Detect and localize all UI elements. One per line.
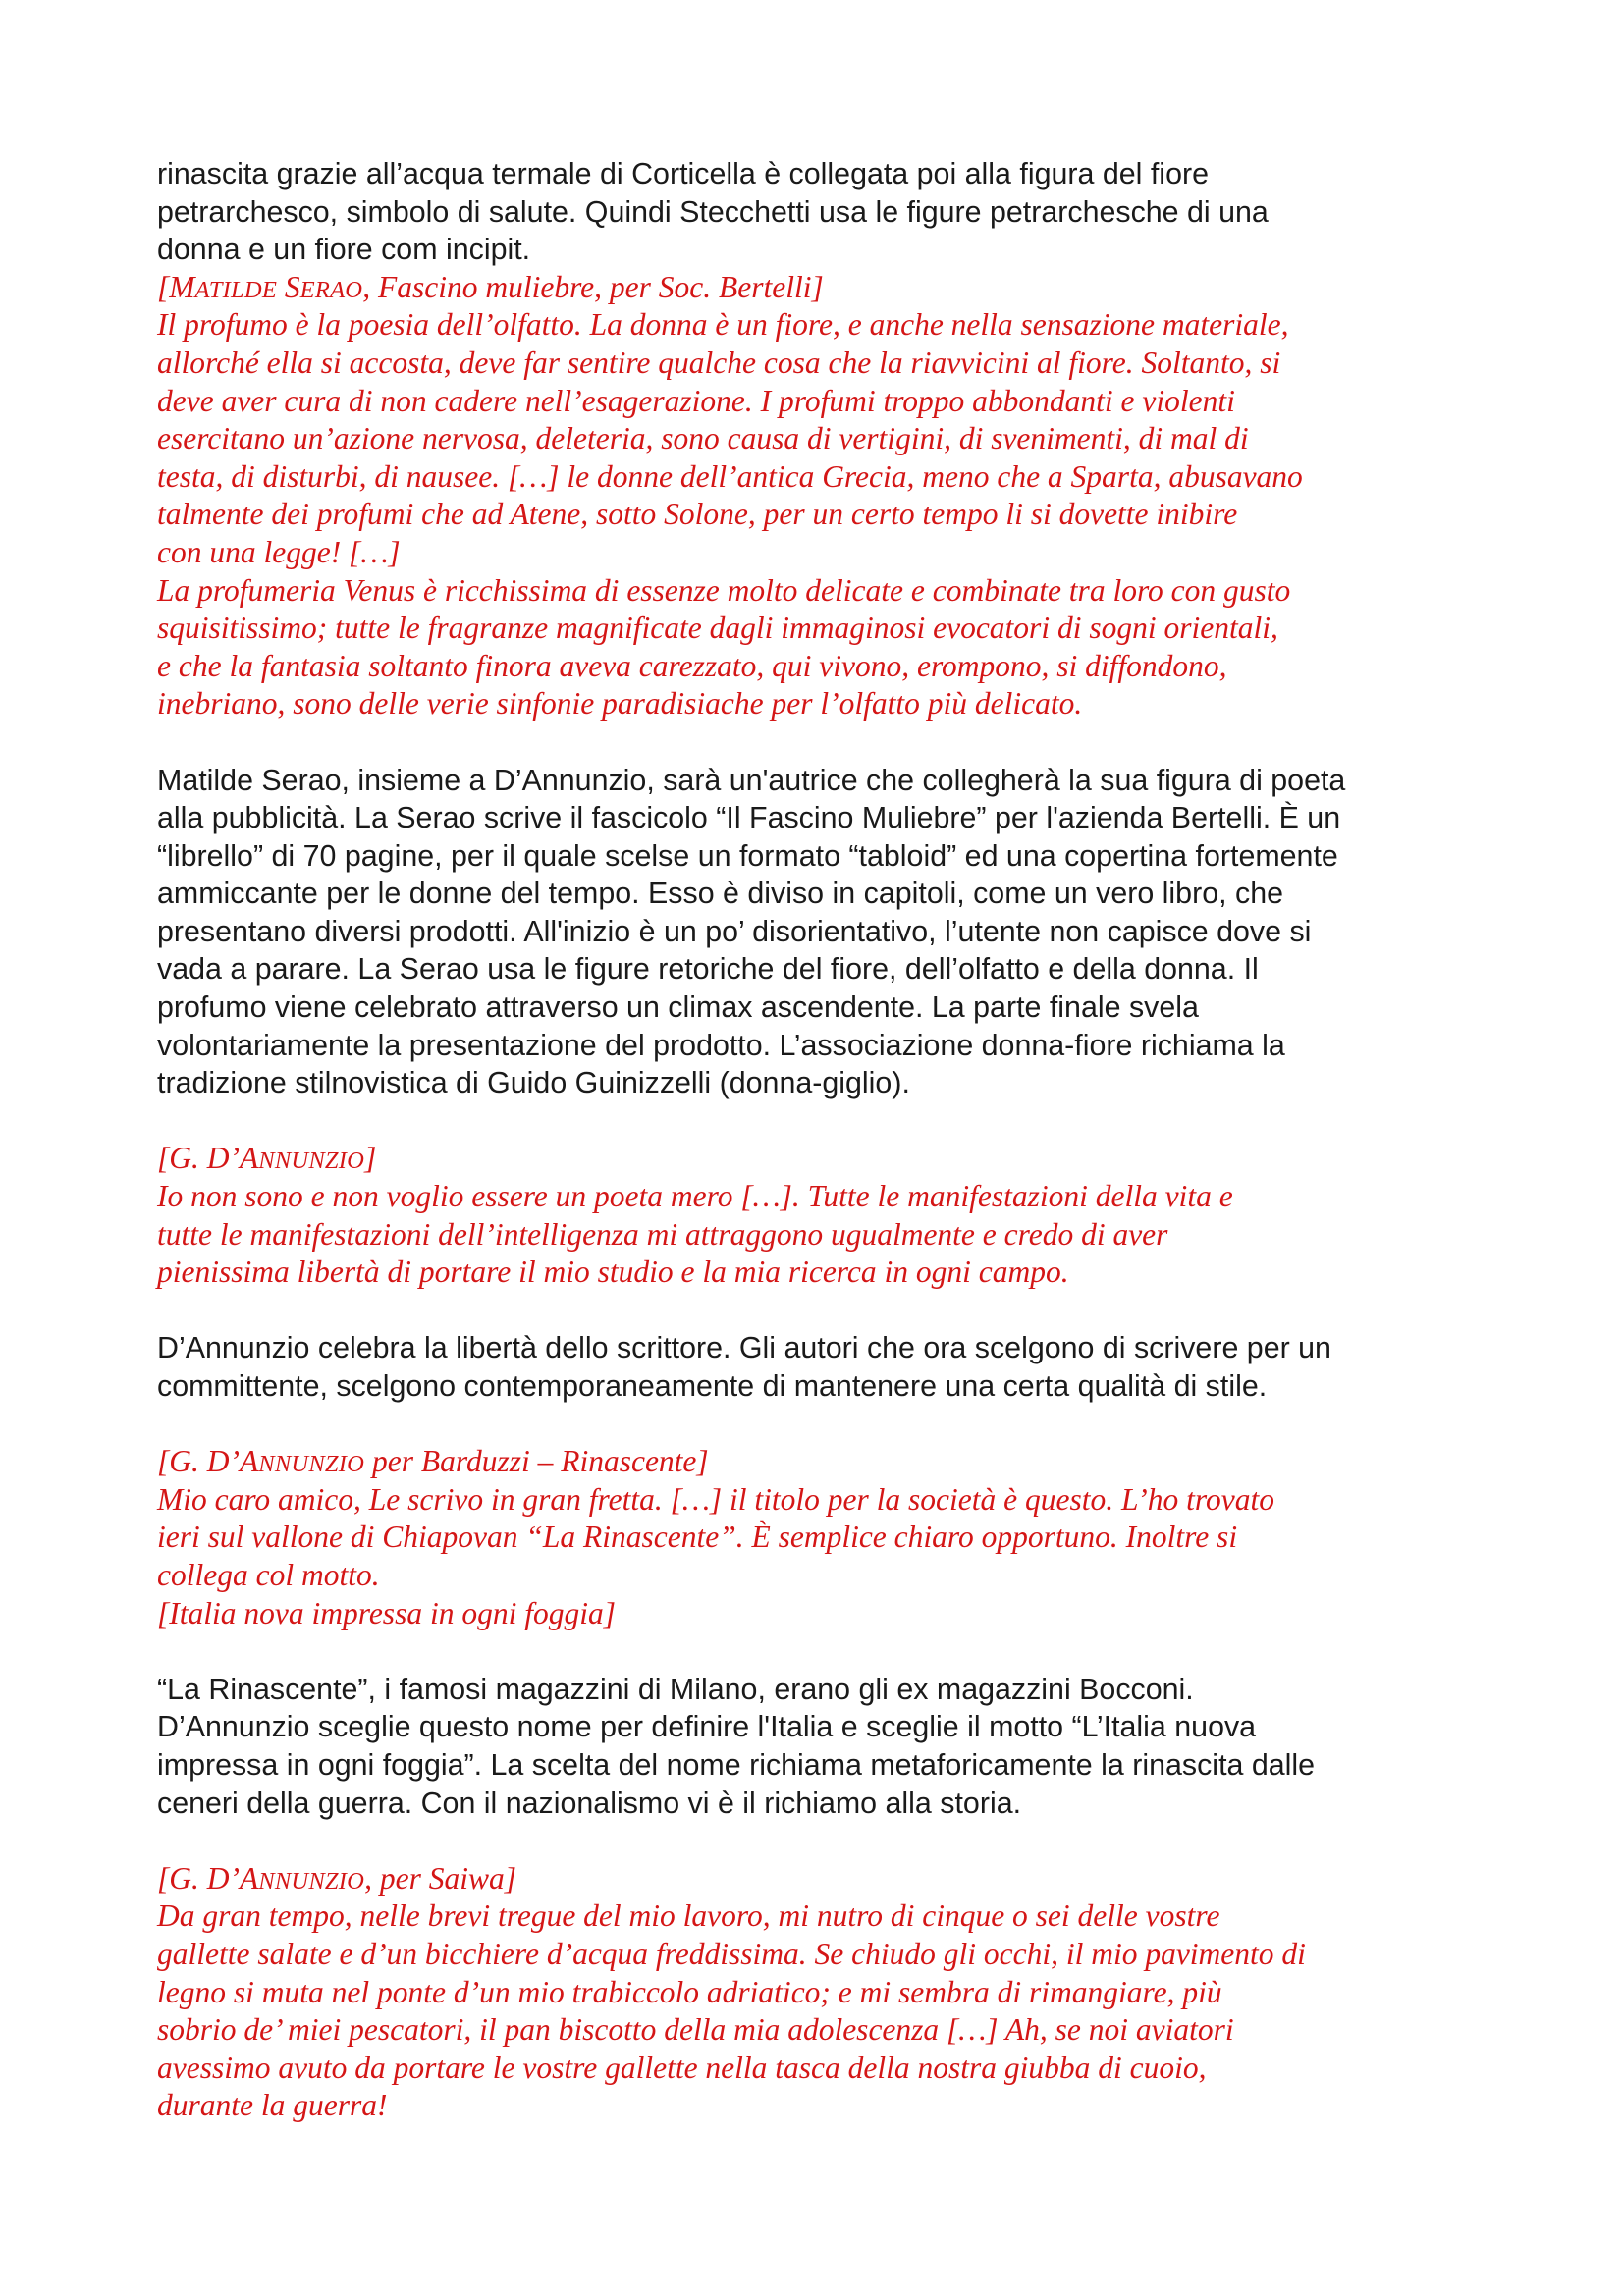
quote-heading xyxy=(157,1443,1492,1481)
heading-smallcaps: NNUNZIO xyxy=(258,1148,365,1175)
text-line: rinascita grazie all’acqua termale di Corticella è collegata poi alla figura del fiore xyxy=(157,157,1209,190)
text-line: ammiccante per le donne del tempo. Esso è diviso in capitoli, come un vero libro, che xyxy=(157,877,1283,911)
quote-line: deve aver cura di non cadere nell’esagerazione. I profumi troppo abbondanti e violenti xyxy=(157,383,1235,418)
heading-text: ] xyxy=(364,1141,377,1176)
text-line: D’Annunzio sceglie questo nome per definire l'Italia e sceglie il motto “L’Italia nuova xyxy=(157,1710,1257,1744)
paragraph-spacer xyxy=(157,723,1492,762)
heading-text: , Fascino muliebre, per Soc. Bertelli] xyxy=(362,269,824,304)
body-paragraph xyxy=(157,1671,1492,1822)
text-line: committente, scelgono contemporaneamente di mantenere una certa qualità di stile. xyxy=(157,1369,1268,1403)
paragraph-spacer xyxy=(157,1292,1492,1330)
text-line: donna e un fiore com incipit. xyxy=(157,233,531,267)
quote-line: pienissima libertà di portare il mio studio e la mia ricerca in ogni campo. xyxy=(157,1255,1069,1290)
quote-line: ieri sul vallone di Chiapovan “La Rinascente”. È semplice chiaro opportuno. Inoltre si xyxy=(157,1520,1238,1555)
quote-line: sobrio de’ miei pescatori, il pan biscotto della mia adolescenza […] Ah, se noi aviatori xyxy=(157,2012,1234,2048)
quote-line: talmente dei profumi che ad Atene, sotto Solone, per un certo tempo li si dovette inibire xyxy=(157,497,1238,532)
quote-line: Mio caro amico, Le scrivo in gran fretta. […] il titolo per la società è questo. L’ho trovato xyxy=(157,1481,1274,1517)
body-paragraph xyxy=(157,155,1492,269)
quote-line: legno si muta nel ponte d’un mio trabiccolo adriatico; e mi sembra di rimangiare, più xyxy=(157,1974,1222,2009)
heading-text: S xyxy=(277,269,300,304)
quote-line: tutte le manifestazioni dell’intelligenza mi attraggono ugualmente e credo di aver xyxy=(157,1216,1168,1252)
text-line: impressa in ogni foggia”. La scelta del nome richiama metaforicamente la rinascita dalle xyxy=(157,1747,1316,1782)
heading-text: [G. D’A xyxy=(157,1444,259,1479)
heading-smallcaps: NNUNZIO xyxy=(258,1451,365,1478)
text-line: petrarchesco, simbolo di salute. Quindi Stecchetti usa le figure petrarchesche di una xyxy=(157,194,1269,229)
text-line: Matilde Serao, insieme a D’Annunzio, sarà un'autrice che collegherà la sua figura di poeta xyxy=(157,763,1346,797)
quote-line: Io non sono e non voglio essere un poeta mero […]. Tutte le manifestazioni della vita e xyxy=(157,1179,1233,1214)
quote-line: Il profumo è la poesia dell’olfatto. La donna è un fiore, e anche nella sensazione materiale, xyxy=(157,307,1289,343)
text-line: “librello” di 70 pagine, per il quale scelse un formato “tabloid” ed una copertina fortemente xyxy=(157,838,1338,873)
paragraph-spacer xyxy=(157,1822,1492,1860)
page-content xyxy=(157,155,1492,2125)
quote-block xyxy=(157,1140,1492,1291)
text-line: D’Annunzio celebra la libertà dello scrittore. Gli autori che ora scelgono di scrivere per un xyxy=(157,1331,1331,1365)
heading-text: [G. D’A xyxy=(157,1141,259,1176)
heading-text: [M xyxy=(157,269,195,304)
quote-line: squisitissimo; tutte le fragranze magnificate dagli immaginosi evocatori di sogni orientali, xyxy=(157,611,1278,646)
text-line: tradizione stilnovistica di Guido Guinizzelli (donna-giglio). xyxy=(157,1066,910,1100)
quote-line: [Italia nova impressa in ogni foggia] xyxy=(157,1595,616,1630)
quote-line: con una legge! […] xyxy=(157,534,401,569)
quote-line: inebriano, sono delle verie sinfonie paradisiache per l’olfatto più delicato. xyxy=(157,686,1083,721)
quote-line: testa, di disturbi, di nausee. […] le donne dell’antica Grecia, meno che a Sparta, abusavano xyxy=(157,458,1303,494)
quote-heading xyxy=(157,269,1492,307)
paragraph-spacer xyxy=(157,1102,1492,1141)
quote-heading xyxy=(157,1860,1492,1898)
paragraph-spacer xyxy=(157,1406,1492,1444)
heading-smallcaps: ERAO xyxy=(299,276,363,303)
quote-line: avessimo avuto da portare le vostre gallette nella tasca della nostra giubba di cuoio, xyxy=(157,2050,1207,2085)
quote-line: collega col motto. xyxy=(157,1557,380,1592)
quote-line: La profumeria Venus è ricchissima di essenze molto delicate e combinate tra loro con gusto xyxy=(157,572,1291,608)
body-paragraph xyxy=(157,762,1492,1102)
text-line: alla pubblicità. La Serao scrive il fascicolo “Il Fascino Muliebre” per l'azienda Bertelli. È un xyxy=(157,801,1341,835)
text-line: profumo viene celebrato attraverso un climax ascendente. La parte finale svela xyxy=(157,990,1199,1025)
quote-line: gallette salate e d’un bicchiere d’acqua freddissima. Se chiudo gli occhi, il mio pavimento di xyxy=(157,1936,1306,1971)
heading-text: per Barduzzi – Rinascente] xyxy=(364,1444,709,1479)
text-line: “La Rinascente”, i famosi magazzini di Milano, erano gli ex magazzini Bocconi. xyxy=(157,1672,1194,1706)
quote-block xyxy=(157,1860,1492,2125)
text-line: presentano diversi prodotti. All'inizio è un po’ disorientativo, l’utente non capisce dove si xyxy=(157,914,1312,948)
heading-text: , per Saiwa] xyxy=(364,1860,517,1896)
text-line: volontariamente la presentazione del prodotto. L’associazione donna-fiore richiama la xyxy=(157,1028,1285,1062)
text-line: ceneri della guerra. Con il nazionalismo vi è il richiamo alla storia. xyxy=(157,1786,1022,1820)
quote-line: Da gran tempo, nelle brevi tregue del mio lavoro, mi nutro di cinque o sei delle vostre xyxy=(157,1898,1220,1934)
quote-block xyxy=(157,269,1492,723)
text-line: vada a parare. La Serao usa le figure retoriche del fiore, dell’olfatto e della donna. Il xyxy=(157,952,1259,987)
heading-smallcaps: ATILDE xyxy=(194,276,278,303)
heading-smallcaps: NNUNZIO xyxy=(258,1867,365,1895)
heading-text: [G. D’A xyxy=(157,1860,259,1896)
body-paragraph xyxy=(157,1329,1492,1405)
paragraph-spacer xyxy=(157,1632,1492,1671)
quote-line: allorché ella si accosta, deve far sentire qualche cosa che la riavvicini al fiore. Soltanto, si xyxy=(157,345,1281,380)
quote-line: esercitano un’azione nervosa, deleteria, sono causa di vertigini, di svenimenti, di mal di xyxy=(157,421,1249,456)
quote-heading xyxy=(157,1140,1492,1178)
quote-block xyxy=(157,1443,1492,1632)
quote-line: durante la guerra! xyxy=(157,2088,388,2123)
quote-line: e che la fantasia soltanto finora aveva carezzato, qui vivono, erompono, si diffondono, xyxy=(157,648,1227,683)
